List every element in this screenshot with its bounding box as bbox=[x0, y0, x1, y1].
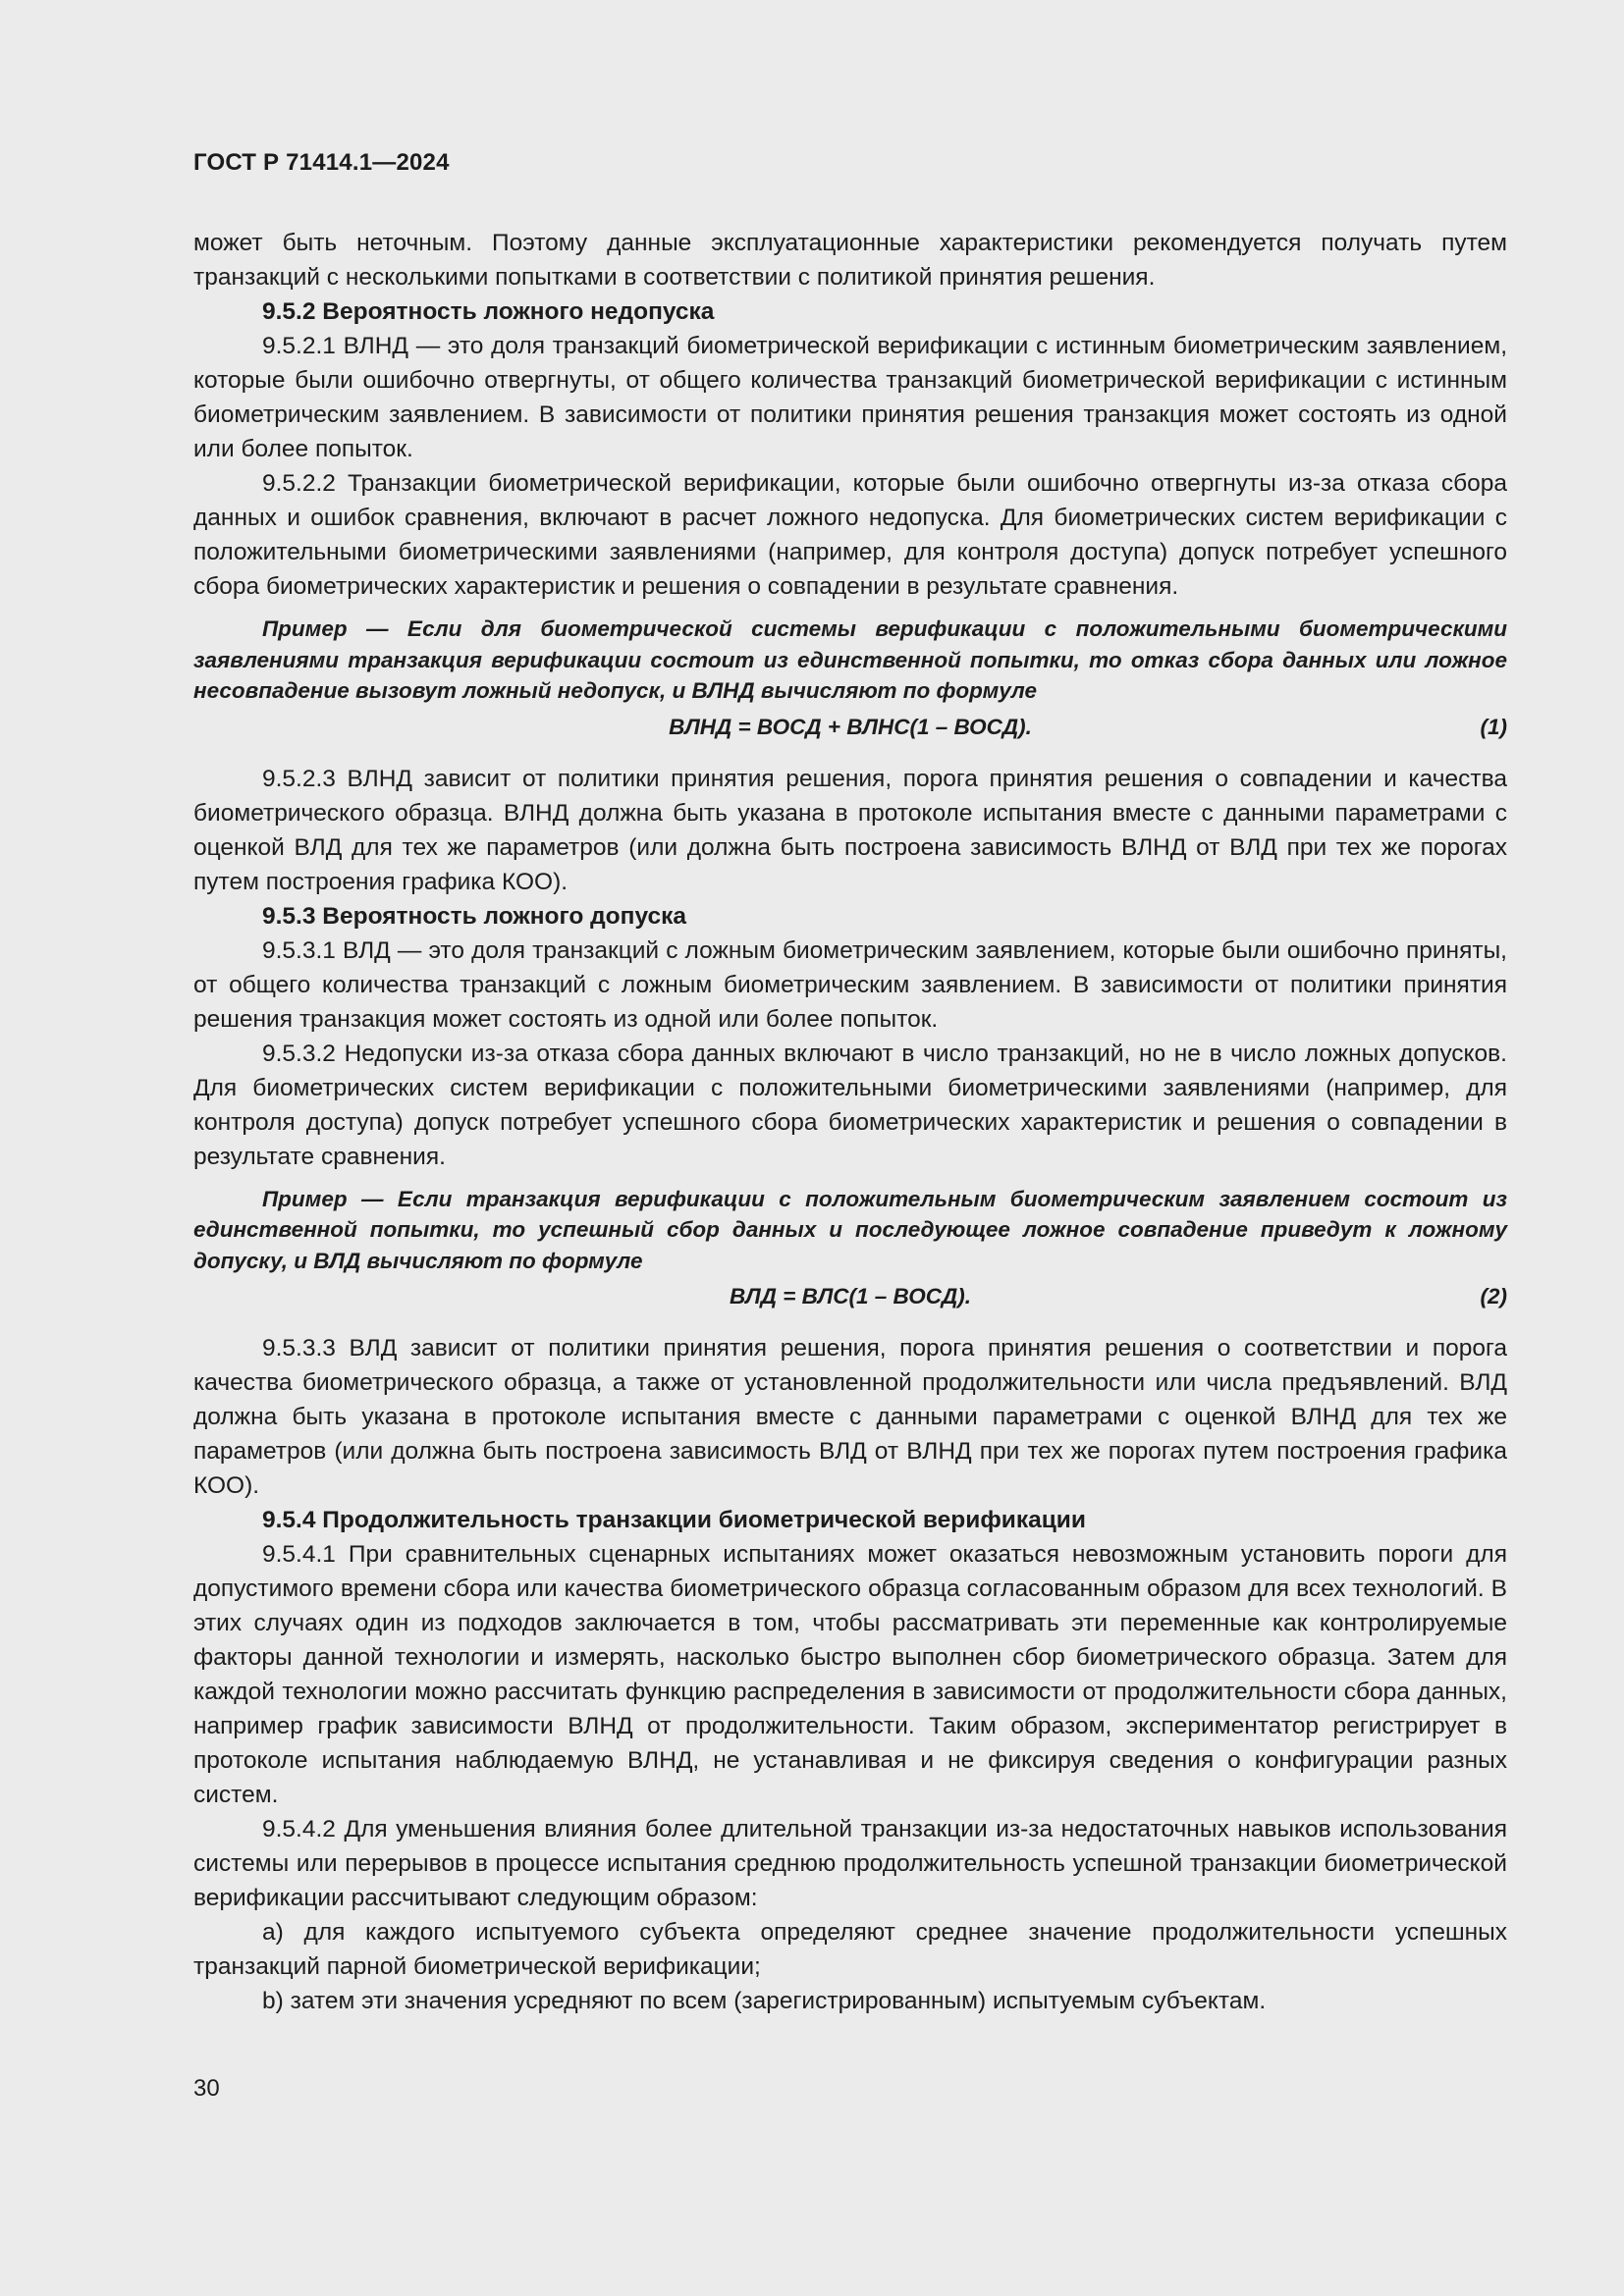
page-number: 30 bbox=[193, 2075, 220, 2102]
section-heading: 9.5.4 Продолжительность транзакции биометрической верификации bbox=[262, 1507, 1086, 1533]
formula-expression: ВЛНД = ВОСД + ВЛНС(1 – ВОСД). bbox=[669, 714, 1032, 739]
paragraph: 9.5.4.2 Для уменьшения влияния более длительной транзакции из-за недостаточных навыков использования системы или перерывов в процессе испытания среднюю продолжительность успешной транзакции биометрической верификации рассчитывают следующим образом: bbox=[193, 1816, 1507, 1911]
example-note: Пример — Если транзакция верификации с положительным биометрическим заявлением состоит из единственной попытки, то успешный сбор данных и последующее ложное совпадение приведут к ложному допуску, и ВЛД вычисляют по формуле bbox=[193, 1186, 1507, 1273]
paragraph: 9.5.3.3 ВЛД зависит от политики принятия решения, порога принятия решения о соответствии и порога качества биометрического образца, а также от установленной продолжительности или числа предъявлений. ВЛД должна быть указана в протоколе испытания вместе с данными параметрами с оценкой ВЛНД для тех же параметров (или должна быть построена зависимость ВЛД от ВЛНД при тех же порогах путем построения графика КОО). bbox=[193, 1335, 1507, 1499]
example-note: Пример — Если для биометрической системы верификации с положительными биометрическими заявлениями транзакция верификации состоит из единственной попытки, то отказ сбора данных или ложное несовпадение вызовут ложный недопуск, и ВЛНД вычисляют по формуле bbox=[193, 616, 1507, 703]
paragraph: может быть неточным. Поэтому данные эксплуатационные характеристики рекомендуется получать путем транзакций с несколькими попытками в соответствии с политикой принятия решения. bbox=[193, 230, 1507, 291]
formula bbox=[193, 707, 1507, 756]
formula bbox=[193, 1276, 1507, 1325]
paragraph: 9.5.2.3 ВЛНД зависит от политики принятия решения, порога принятия решения о совпадении и качества биометрического образца. ВЛНД должна быть указана в протоколе испытания вместе с данными параметрами с оценкой ВЛД для тех же параметров (или должна быть построена зависимость ВЛНД от ВЛД при тех же порогах путем построения графика КОО). bbox=[193, 765, 1507, 895]
paragraph: 9.5.2.2 Транзакции биометрической верификации, которые были ошибочно отвергнуты из-за отказа сбора данных и ошибок сравнения, включают в расчет ложного недопуска. Для биометрических систем верификации с положительными биометрическими заявлениями (например, для контроля доступа) допуск потребует успешного сбора биометрических характеристик и решения о совпадении в результате сравнения. bbox=[193, 470, 1507, 600]
section-heading: 9.5.3 Вероятность ложного допуска bbox=[262, 902, 686, 930]
paragraph: 9.5.3.2 Недопуски из-за отказа сбора данных включают в число транзакций, но не в число ложных допусков. Для биометрических систем верификации с положительными биометрическими заявлениями (например, для контроля доступа) допуск потребует успешного сбора биометрических характеристик и решения о совпадении в результате сравнения. bbox=[193, 1040, 1507, 1170]
paragraph: 9.5.4.1 При сравнительных сценарных испытаниях может оказаться невозможным установить пороги для допустимого времени сбора или качества биометрического образца согласованным образом для всех технологий. В этих случаях один из подходов заключается в том, чтобы рассматривать эти переменные как контролируемые факторы данной технологии и измерять, насколько быстро выполнен сбор биометрического образца. Затем для каждой технологии можно рассчитать функцию распределения в зависимости от продолжительности сбора данных, например график зависимости ВЛНД от продолжительности. Таким образом, экспериментатор регистрирует в протоколе испытания наблюдаемую ВЛНД, не устанавливая и не фиксируя сведения о конфигурации разных систем. bbox=[193, 1541, 1507, 1808]
list-item: b) затем эти значения усредняют по всем (зарегистрированным) испытуемым субъектам. bbox=[262, 1988, 1267, 2014]
paragraph: 9.5.2.1 ВЛНД — это доля транзакций биометрической верификации с истинным биометрическим заявлением, которые были ошибочно отвергнуты, от общего количества транзакций биометрической верификации с истинным биометрическим заявлением. В зависимости от политики принятия решения транзакция может состоять из одной или более попыток. bbox=[193, 333, 1507, 462]
formula-expression: ВЛД = ВЛС(1 – ВОСД). bbox=[729, 1284, 971, 1308]
paragraph: 9.5.3.1 ВЛД — это доля транзакций с ложным биометрическим заявлением, которые были ошибочно приняты, от общего количества транзакций с ложным биометрическим заявлением. В зависимости от политики принятия решения транзакция может состоять из одной или более попыток. bbox=[193, 936, 1507, 1033]
list-item: a) для каждого испытуемого субъекта определяют среднее значение продолжительности успешных транзакций парной биометрической верификации; bbox=[193, 1919, 1507, 1980]
section-heading: 9.5.2 Вероятность ложного недопуска bbox=[262, 298, 715, 325]
formula-number: (2) bbox=[1480, 1284, 1507, 1308]
document-body bbox=[193, 226, 1507, 2018]
formula-number: (1) bbox=[1480, 714, 1507, 739]
document-header: ГОСТ Р 71414.1—2024 bbox=[193, 149, 450, 176]
